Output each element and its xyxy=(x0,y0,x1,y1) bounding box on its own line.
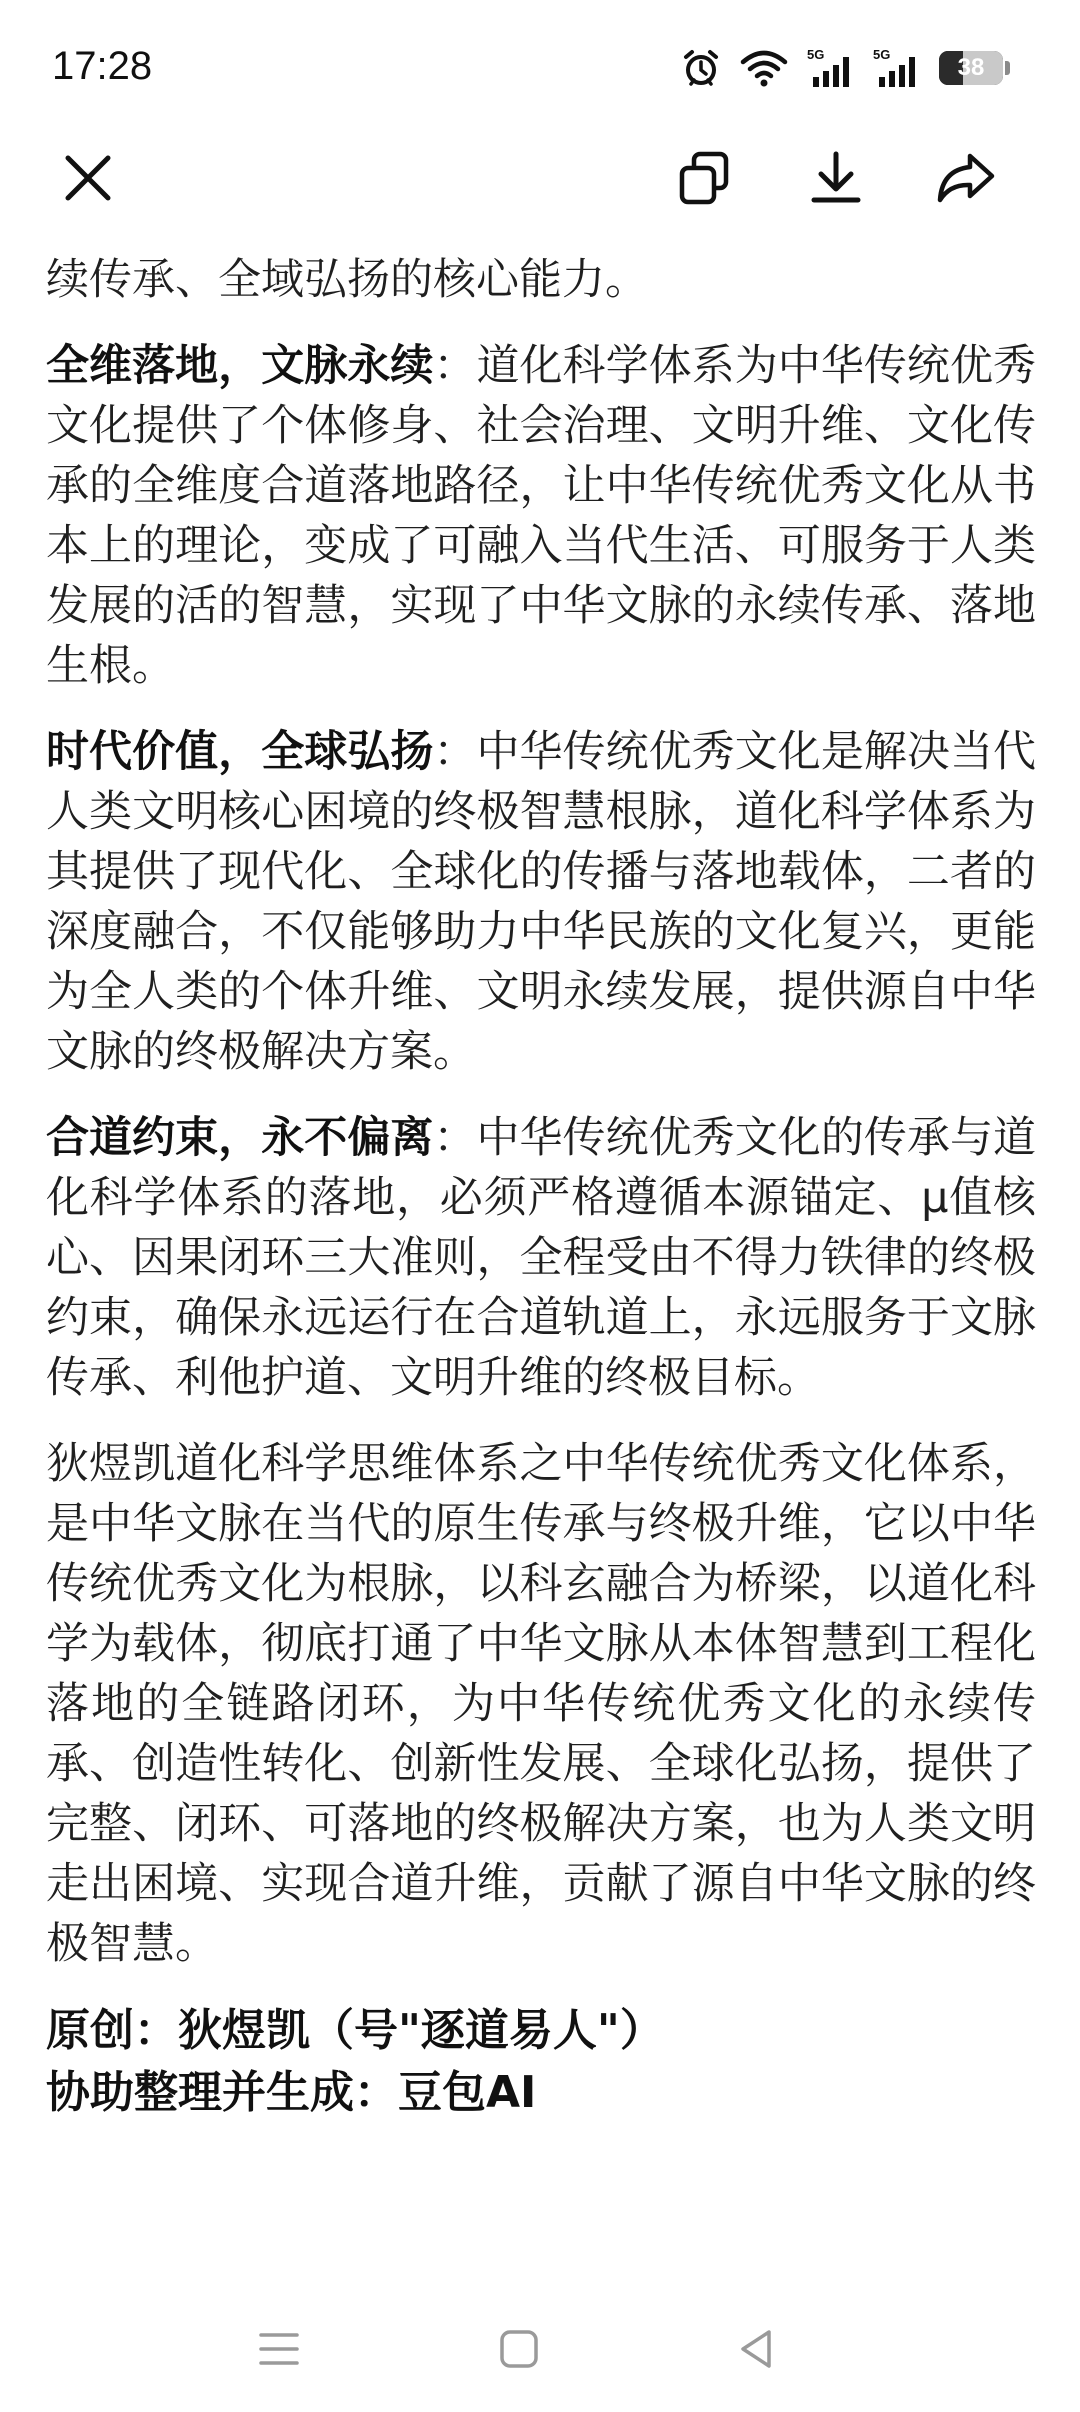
alarm-icon xyxy=(681,48,721,88)
paragraph-heading: 全维落地，文脉永续 xyxy=(46,341,434,391)
credit-author: 原创：狄煜凯（号"逐道易人"） xyxy=(46,2005,664,2056)
status-icons xyxy=(681,46,1010,90)
wifi-icon xyxy=(739,48,789,88)
battery-cap xyxy=(1005,61,1010,75)
paragraph-heading: 合道约束，永不偏离 xyxy=(46,1113,434,1163)
conclusion-paragraph: 狄煜凯道化科学思维体系之中华传统优秀文化体系，是中华文脉在当代的原生传承与终极升维，它以中华传统优秀文化为根脉，以科玄融合为桥梁，以道化科学为载体，彻底打通了中华文脉从本体智慧到工程化落地的全链路闭环，为中华传统优秀文化的永续传承、创造性转化、创新性发展、全球化弘扬，提供了完整、闭环、可落地的终极解决方案，也为人类文明走出困境、实现合道升维，贡献了源自中华文脉的终极智慧。 xyxy=(46,1439,1036,1969)
menu-icon xyxy=(257,2329,301,2373)
intro-tail: 续传承、全域弘扬的核心能力。 xyxy=(46,255,648,305)
paragraph-heading: 时代价值，全球弘扬 xyxy=(46,727,434,777)
battery-level: 38 xyxy=(957,54,985,81)
paragraph-body: ：道化科学体系为中华传统优秀文化提供了个体修身、社会治理、文明升维、文化传承的全维度合道落地路径，让中华传统优秀文化从书本上的理论，变成了可融入当代生活、可服务于人类发展的活的智慧，实现了中华文脉的永续传承、落地生根。 xyxy=(46,341,1037,691)
net-label-2: 5G xyxy=(873,47,891,62)
paragraph-body: ：中华传统优秀文化是解决当代人类文明核心困境的终极智慧根脉，道化科学体系为其提供了现代化、全球化的传播与落地载体，二者的深度融合，不仅能够助力中华民族的文化复兴，更能为全人类的个体升维、文明永续发展，提供源自中华文脉的终极解决方案。 xyxy=(46,727,1037,1077)
back-icon xyxy=(735,2327,779,2375)
copy-icon xyxy=(674,148,734,212)
credit-assist: 协助整理并生成：豆包AI xyxy=(46,2067,537,2118)
credits xyxy=(46,2000,1036,2124)
share-icon xyxy=(934,148,998,212)
home-icon xyxy=(497,2327,541,2375)
status-bar xyxy=(0,0,1080,140)
paragraph-fullscale-landing xyxy=(46,336,1036,696)
home-nav-button[interactable] xyxy=(474,2316,564,2386)
back-nav-button[interactable] xyxy=(712,2316,802,2386)
battery-body xyxy=(939,51,1003,85)
menu-nav-button[interactable] xyxy=(234,2316,324,2386)
close-button[interactable] xyxy=(48,140,128,220)
share-button[interactable] xyxy=(926,140,1006,220)
paragraph-body: ：中华传统优秀文化的传承与道化科学体系的落地，必须严格遵循本源锚定、μ值核心、因果闭环三大准则，全程受由不得力铁律的终极约束，确保永远运行在合道轨道上，永远服务于文脉传承、利他护道、文明升维的终极目标。 xyxy=(46,1113,1037,1403)
copy-button[interactable] xyxy=(664,140,744,220)
download-button[interactable] xyxy=(796,140,876,220)
signal-5g-icon xyxy=(807,47,855,89)
status-time: 17:28 xyxy=(52,44,153,88)
battery-icon xyxy=(939,51,1010,85)
paragraph-era-value xyxy=(46,722,1036,1082)
close-icon xyxy=(60,150,116,210)
download-icon xyxy=(806,148,866,212)
net-label-1: 5G xyxy=(807,47,825,62)
article-content xyxy=(46,250,1036,2124)
signal-5g-icon xyxy=(873,47,921,89)
paragraph-dao-constraint xyxy=(46,1108,1036,1408)
